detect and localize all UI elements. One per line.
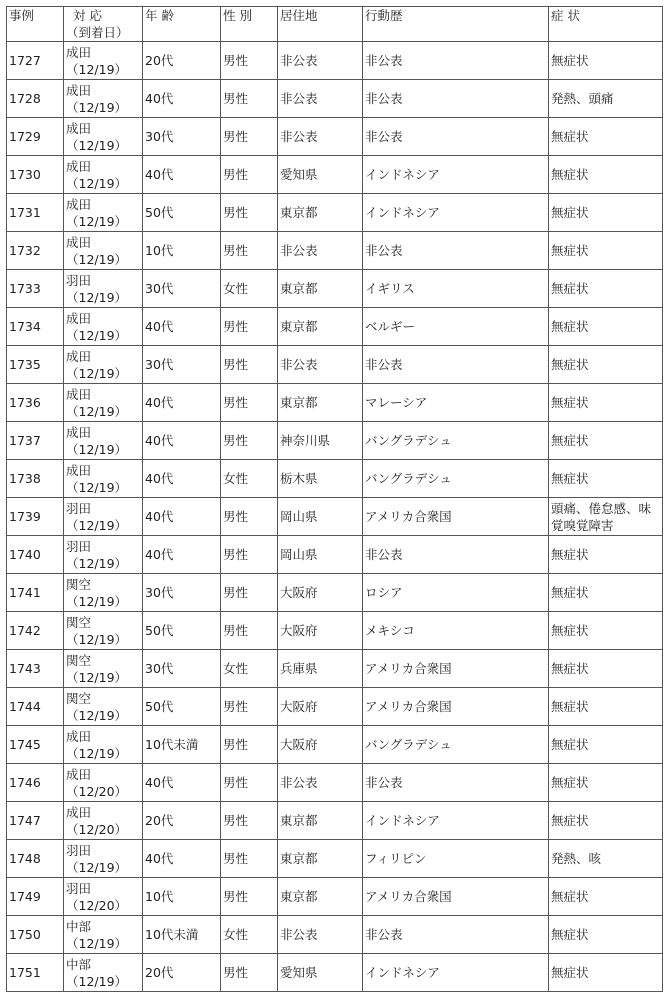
symptoms-cell: 頭痛、倦怠感、味覚嗅覚障害 [549, 498, 663, 536]
arrival-port: 成田 [66, 234, 92, 250]
arrival-date: （12/19） [66, 669, 128, 685]
symptoms-cell: 無症状 [549, 612, 663, 650]
travel-cell: 非公表 [363, 536, 549, 574]
age-cell: 30代 [143, 574, 221, 612]
case-number: 1730 [7, 156, 64, 194]
table-row [7, 688, 663, 726]
response-cell [64, 156, 143, 194]
sex-cell: 男性 [221, 726, 278, 764]
case-number: 1728 [7, 80, 64, 118]
travel-cell: ベルギー [363, 308, 549, 346]
age-cell: 40代 [143, 384, 221, 422]
symptoms-cell: 無症状 [549, 346, 663, 384]
arrival-port: 成田 [66, 462, 92, 478]
header-row [7, 7, 663, 42]
residence-cell: 神奈川県 [278, 422, 363, 460]
residence-cell: 非公表 [278, 764, 363, 802]
symptoms-cell: 無症状 [549, 916, 663, 954]
age-cell: 40代 [143, 422, 221, 460]
arrival-date: （12/19） [66, 745, 128, 761]
symptoms-cell: 無症状 [549, 726, 663, 764]
symptoms-cell: 無症状 [549, 156, 663, 194]
travel-cell: マレーシア [363, 384, 549, 422]
response-cell [64, 42, 143, 80]
symptoms-cell: 無症状 [549, 764, 663, 802]
arrival-date: （12/19） [66, 289, 128, 305]
arrival-port: 関空 [66, 652, 92, 668]
arrival-port: 成田 [66, 310, 92, 326]
arrival-date: （12/19） [66, 441, 128, 457]
arrival-date: （12/20） [66, 821, 128, 837]
travel-cell: ロシア [363, 574, 549, 612]
age-cell: 50代 [143, 194, 221, 232]
travel-cell: 非公表 [363, 764, 549, 802]
case-number: 1739 [7, 498, 64, 536]
arrival-date: （12/19） [66, 175, 128, 191]
residence-cell: 大阪府 [278, 612, 363, 650]
table-row [7, 460, 663, 498]
travel-cell: バングラデシュ [363, 422, 549, 460]
table-row [7, 802, 663, 840]
case-number: 1748 [7, 840, 64, 878]
age-cell: 50代 [143, 612, 221, 650]
sex-cell: 女性 [221, 270, 278, 308]
case-number: 1744 [7, 688, 64, 726]
table-row [7, 574, 663, 612]
travel-cell: アメリカ合衆国 [363, 878, 549, 916]
response-cell [64, 878, 143, 916]
sex-cell: 女性 [221, 650, 278, 688]
arrival-date: （12/19） [66, 631, 128, 647]
residence-cell: 非公表 [278, 42, 363, 80]
arrival-date: （12/19） [66, 707, 128, 723]
cases-table [6, 6, 663, 992]
table-row [7, 916, 663, 954]
age-cell: 30代 [143, 118, 221, 156]
arrival-date: （12/19） [66, 555, 128, 571]
table-row [7, 80, 663, 118]
table-row [7, 346, 663, 384]
response-cell [64, 80, 143, 118]
age-cell: 20代 [143, 954, 221, 992]
symptoms-cell: 無症状 [549, 688, 663, 726]
age-cell: 40代 [143, 308, 221, 346]
sex-cell: 男性 [221, 612, 278, 650]
symptoms-cell: 無症状 [549, 270, 663, 308]
table-row [7, 384, 663, 422]
residence-cell: 非公表 [278, 232, 363, 270]
response-cell [64, 954, 143, 992]
response-cell [64, 384, 143, 422]
response-cell [64, 270, 143, 308]
response-cell [64, 916, 143, 954]
residence-cell: 東京都 [278, 194, 363, 232]
age-cell: 10代 [143, 878, 221, 916]
residence-cell: 非公表 [278, 80, 363, 118]
age-cell: 10代 [143, 232, 221, 270]
arrival-date: （12/19） [66, 517, 128, 533]
residence-cell: 兵庫県 [278, 650, 363, 688]
table-row [7, 764, 663, 802]
travel-cell: 非公表 [363, 916, 549, 954]
arrival-date: （12/20） [66, 783, 128, 799]
symptoms-cell: 無症状 [549, 460, 663, 498]
case-number: 1751 [7, 954, 64, 992]
arrival-date: （12/20） [66, 897, 128, 913]
arrival-date: （12/19） [66, 327, 128, 343]
arrival-port: 成田 [66, 424, 92, 440]
table-row [7, 270, 663, 308]
age-cell: 20代 [143, 802, 221, 840]
symptoms-cell: 無症状 [549, 384, 663, 422]
header-case: 事例 [7, 7, 64, 42]
arrival-date: （12/19） [66, 61, 128, 77]
table-row [7, 840, 663, 878]
response-cell [64, 194, 143, 232]
case-number: 1727 [7, 42, 64, 80]
arrival-date: （12/19） [66, 935, 128, 951]
case-number: 1731 [7, 194, 64, 232]
age-cell: 40代 [143, 156, 221, 194]
sex-cell: 女性 [221, 460, 278, 498]
arrival-date: （12/19） [66, 973, 128, 989]
symptoms-cell: 無症状 [549, 802, 663, 840]
travel-cell: 非公表 [363, 232, 549, 270]
travel-cell: メキシコ [363, 612, 549, 650]
response-cell [64, 460, 143, 498]
arrival-port: 中部 [66, 956, 92, 972]
age-cell: 40代 [143, 536, 221, 574]
arrival-port: 成田 [66, 196, 92, 212]
arrival-port: 成田 [66, 728, 92, 744]
age-cell: 50代 [143, 688, 221, 726]
symptoms-cell: 無症状 [549, 194, 663, 232]
arrival-port: 成田 [66, 158, 92, 174]
case-number: 1741 [7, 574, 64, 612]
header-response-line1: 対 応 [73, 8, 102, 23]
table-row [7, 308, 663, 346]
residence-cell: 愛知県 [278, 156, 363, 194]
sex-cell: 男性 [221, 536, 278, 574]
travel-cell: フィリピン [363, 840, 549, 878]
travel-cell: 非公表 [363, 80, 549, 118]
residence-cell: 愛知県 [278, 954, 363, 992]
travel-cell: 非公表 [363, 346, 549, 384]
age-cell: 20代 [143, 42, 221, 80]
sex-cell: 男性 [221, 232, 278, 270]
sex-cell: 男性 [221, 80, 278, 118]
header-travel: 行動歴 [363, 7, 549, 42]
sex-cell: 男性 [221, 498, 278, 536]
case-number: 1729 [7, 118, 64, 156]
sex-cell: 男性 [221, 118, 278, 156]
residence-cell: 大阪府 [278, 726, 363, 764]
residence-cell: 大阪府 [278, 574, 363, 612]
residence-cell: 岡山県 [278, 498, 363, 536]
symptoms-cell: 発熱、咳 [549, 840, 663, 878]
header-age: 年 齢 [143, 7, 221, 42]
case-number: 1749 [7, 878, 64, 916]
travel-cell: 非公表 [363, 42, 549, 80]
symptoms-cell: 発熱、頭痛 [549, 80, 663, 118]
table-row [7, 612, 663, 650]
table-row [7, 156, 663, 194]
arrival-date: （12/19） [66, 365, 128, 381]
case-number: 1742 [7, 612, 64, 650]
case-number: 1737 [7, 422, 64, 460]
response-cell [64, 346, 143, 384]
symptoms-cell: 無症状 [549, 42, 663, 80]
arrival-date: （12/19） [66, 593, 128, 609]
sex-cell: 男性 [221, 346, 278, 384]
arrival-port: 羽田 [66, 500, 92, 516]
residence-cell: 東京都 [278, 270, 363, 308]
residence-cell: 栃木県 [278, 460, 363, 498]
arrival-date: （12/19） [66, 403, 128, 419]
travel-cell: 非公表 [363, 118, 549, 156]
table-row [7, 954, 663, 992]
table-body [7, 42, 663, 992]
arrival-port: 成田 [66, 120, 92, 136]
residence-cell: 岡山県 [278, 536, 363, 574]
sex-cell: 男性 [221, 422, 278, 460]
travel-cell: バングラデシュ [363, 460, 549, 498]
case-number: 1746 [7, 764, 64, 802]
response-cell [64, 232, 143, 270]
sex-cell: 男性 [221, 308, 278, 346]
header-sex: 性 別 [221, 7, 278, 42]
sex-cell: 男性 [221, 574, 278, 612]
response-cell [64, 308, 143, 346]
arrival-port: 羽田 [66, 272, 92, 288]
case-number: 1745 [7, 726, 64, 764]
arrival-port: 羽田 [66, 842, 92, 858]
arrival-port: 成田 [66, 804, 92, 820]
case-number: 1735 [7, 346, 64, 384]
case-number: 1743 [7, 650, 64, 688]
age-cell: 10代未満 [143, 916, 221, 954]
age-cell: 40代 [143, 498, 221, 536]
arrival-port: 成田 [66, 348, 92, 364]
residence-cell: 非公表 [278, 118, 363, 156]
response-cell [64, 574, 143, 612]
travel-cell: アメリカ合衆国 [363, 650, 549, 688]
travel-cell: アメリカ合衆国 [363, 498, 549, 536]
travel-cell: インドネシア [363, 194, 549, 232]
arrival-date: （12/19） [66, 137, 128, 153]
symptoms-cell: 無症状 [549, 232, 663, 270]
table-row [7, 878, 663, 916]
table-row [7, 726, 663, 764]
response-cell [64, 726, 143, 764]
symptoms-cell: 無症状 [549, 422, 663, 460]
sex-cell: 男性 [221, 42, 278, 80]
response-cell [64, 498, 143, 536]
response-cell [64, 118, 143, 156]
response-cell [64, 650, 143, 688]
header-residence: 居住地 [278, 7, 363, 42]
sex-cell: 男性 [221, 802, 278, 840]
age-cell: 30代 [143, 346, 221, 384]
table-row [7, 232, 663, 270]
sex-cell: 男性 [221, 954, 278, 992]
arrival-date: （12/19） [66, 213, 128, 229]
case-number: 1732 [7, 232, 64, 270]
arrival-port: 成田 [66, 82, 92, 98]
travel-cell: バングラデシュ [363, 726, 549, 764]
symptoms-cell: 無症状 [549, 574, 663, 612]
sex-cell: 男性 [221, 156, 278, 194]
table-row [7, 536, 663, 574]
residence-cell: 非公表 [278, 346, 363, 384]
travel-cell: インドネシア [363, 156, 549, 194]
arrival-port: 関空 [66, 614, 92, 630]
symptoms-cell: 無症状 [549, 536, 663, 574]
age-cell: 40代 [143, 764, 221, 802]
arrival-port: 関空 [66, 690, 92, 706]
residence-cell: 東京都 [278, 384, 363, 422]
travel-cell: イギリス [363, 270, 549, 308]
case-number: 1734 [7, 308, 64, 346]
response-cell [64, 802, 143, 840]
table-row [7, 498, 663, 536]
sex-cell: 男性 [221, 878, 278, 916]
symptoms-cell: 無症状 [549, 118, 663, 156]
residence-cell: 東京都 [278, 878, 363, 916]
header-response [64, 7, 143, 42]
case-number: 1736 [7, 384, 64, 422]
table-row [7, 650, 663, 688]
arrival-date: （12/19） [66, 479, 128, 495]
sex-cell: 男性 [221, 688, 278, 726]
symptoms-cell: 無症状 [549, 878, 663, 916]
symptoms-cell: 無症状 [549, 954, 663, 992]
sex-cell: 男性 [221, 840, 278, 878]
residence-cell: 東京都 [278, 802, 363, 840]
arrival-date: （12/19） [66, 99, 128, 115]
header-symptoms: 症 状 [549, 7, 663, 42]
residence-cell: 大阪府 [278, 688, 363, 726]
arrival-port: 羽田 [66, 538, 92, 554]
case-number: 1738 [7, 460, 64, 498]
sex-cell: 男性 [221, 384, 278, 422]
table-row [7, 42, 663, 80]
arrival-port: 成田 [66, 44, 92, 60]
arrival-port: 中部 [66, 918, 92, 934]
response-cell [64, 422, 143, 460]
case-number: 1733 [7, 270, 64, 308]
arrival-date: （12/19） [66, 859, 128, 875]
response-cell [64, 688, 143, 726]
table-row [7, 422, 663, 460]
travel-cell: インドネシア [363, 954, 549, 992]
arrival-date: （12/19） [66, 251, 128, 267]
age-cell: 40代 [143, 460, 221, 498]
age-cell: 40代 [143, 80, 221, 118]
travel-cell: インドネシア [363, 802, 549, 840]
age-cell: 30代 [143, 270, 221, 308]
response-cell [64, 840, 143, 878]
arrival-port: 羽田 [66, 880, 92, 896]
table-row [7, 194, 663, 232]
sex-cell: 女性 [221, 916, 278, 954]
response-cell [64, 612, 143, 650]
symptoms-cell: 無症状 [549, 308, 663, 346]
case-number: 1740 [7, 536, 64, 574]
table-row [7, 118, 663, 156]
arrival-port: 成田 [66, 766, 92, 782]
residence-cell: 非公表 [278, 916, 363, 954]
sex-cell: 男性 [221, 764, 278, 802]
response-cell [64, 764, 143, 802]
arrival-port: 関空 [66, 576, 92, 592]
response-cell [64, 536, 143, 574]
age-cell: 40代 [143, 840, 221, 878]
age-cell: 10代未満 [143, 726, 221, 764]
case-number: 1750 [7, 916, 64, 954]
age-cell: 30代 [143, 650, 221, 688]
residence-cell: 東京都 [278, 840, 363, 878]
symptoms-cell: 無症状 [549, 650, 663, 688]
residence-cell: 東京都 [278, 308, 363, 346]
travel-cell: アメリカ合衆国 [363, 688, 549, 726]
sex-cell: 男性 [221, 194, 278, 232]
arrival-port: 成田 [66, 386, 92, 402]
case-number: 1747 [7, 802, 64, 840]
header-response-line2: （到着日） [66, 25, 129, 40]
